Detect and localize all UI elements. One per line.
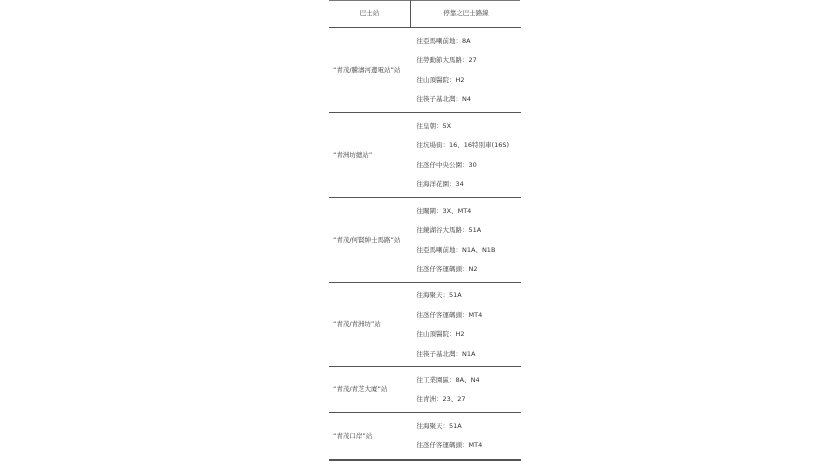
route-item: 往山頂醫院：H2 [416,75,465,84]
table-row [329,28,521,113]
stop-name: “青茂/何賢紳士馬路”站 [329,198,411,283]
route-item: 往亞馬喇前地：8A [416,36,471,45]
table-row [329,367,521,413]
stop-name: “青茂口岸”站 [329,413,411,460]
route-item: 往氹仔客運碼頭：MT4 [416,310,483,319]
table-row [329,283,521,367]
routes-cell [411,198,522,283]
route-item: 往筷子基北灣：N4 [416,95,471,103]
stop-name: “青茂/騰濤河邊電站”站 [329,28,411,113]
routes-cell [411,283,522,367]
stop-name: “青茂/青洲坊”站 [329,283,411,367]
table-row [329,413,521,460]
route-item: 往海聚天：51A [416,421,462,430]
route-item: 往山頂醫院：H2 [416,330,465,338]
route-item: 往關閘：3X、MT4 [416,206,472,215]
route-item: 往青洲：23、27 [416,395,466,403]
route-item: 往皇朝：5X [416,121,452,130]
routes-cell [411,113,522,198]
table-header-row [329,0,521,28]
route-item: 往氹仔客運碼頭：N2 [416,265,478,273]
stop-name: “青茂/青芝大廈”站 [329,367,411,413]
stop-name: “青洲坊總站” [329,113,411,198]
route-item: 往氹仔客運碼頭：MT4 [416,441,483,450]
route-item: 往筷子基北灣：N1A [416,349,476,358]
table-row [329,113,521,198]
bus-route-table [329,0,521,461]
route-item: 往工業園區：8A、N4 [416,375,480,384]
routes-cell [411,413,522,460]
route-item: 往鏡湖谷大馬路：51A [416,226,482,234]
header-bus-stop: 巴士站 [329,0,411,28]
route-item: 往海洋花園：34 [416,180,464,188]
route-item: 往亞馬喇前地：N1A、N1B [416,245,496,254]
table-row [329,198,521,283]
route-item: 往海聚天：51A [416,291,462,299]
route-item: 往坑場街：16、16特別車(16S) [416,141,510,149]
routes-cell [411,367,522,413]
route-item: 往勞動節大馬路：27 [416,56,477,64]
routes-cell [411,28,522,113]
header-routes: 停靠之巴士路線 [411,0,522,28]
route-item: 往氹仔中央公園：30 [416,160,477,169]
